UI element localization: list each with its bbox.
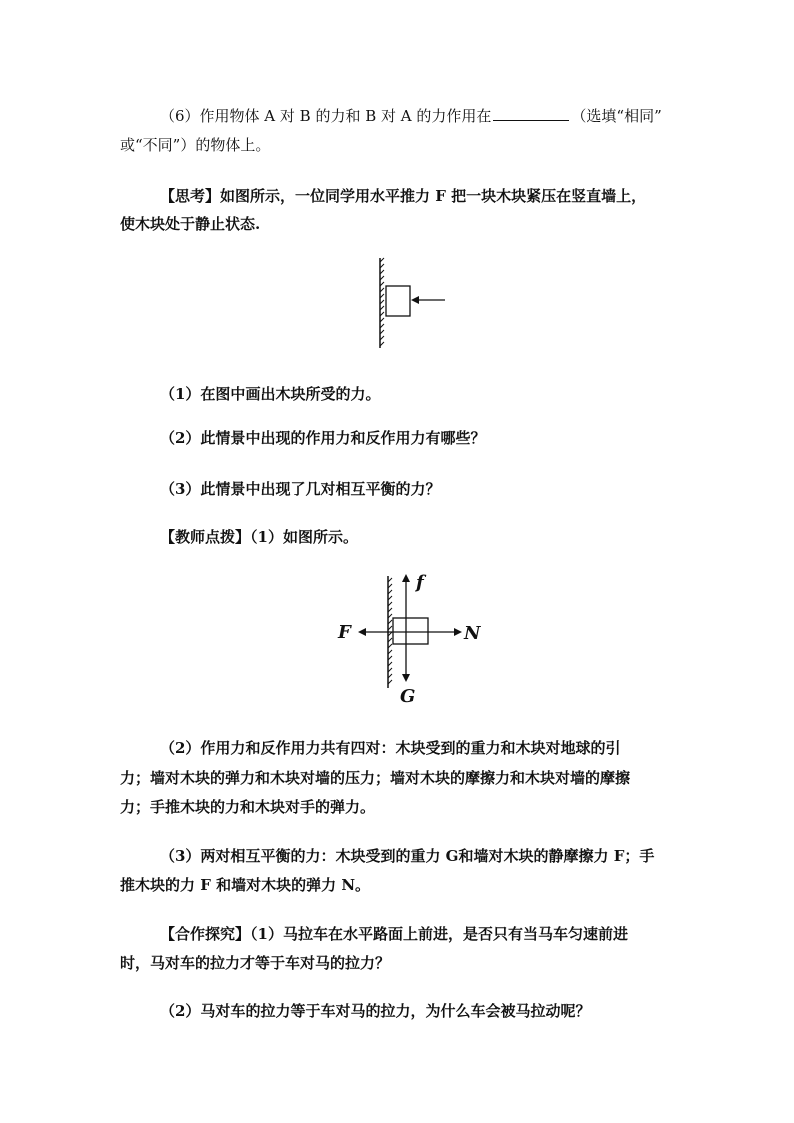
teacher-line1: 【教师点拨】（1）如图所示。 — [160, 528, 358, 546]
coop-line1: 【合作探究】（1）马拉车在水平路面上前进，是否只有当马车匀速前进 — [160, 925, 628, 943]
force-diagram-figure — [330, 566, 490, 706]
answer-2-line2: 力；墙对木块的弹力和木块对墙的压力；墙对木块的摩擦力和木块对墙的摩擦 — [120, 769, 631, 787]
wood-block — [386, 286, 410, 316]
wall-hatching — [380, 258, 384, 348]
think-line2: 使木块处于静止状态. — [120, 215, 261, 233]
think-question-3: （3）此情景中出现了几对相互平衡的力？ — [160, 480, 441, 498]
answer-3-line2: 推木块的力 F 和墙对木块的弹力 N。 — [120, 876, 371, 894]
coop-line2: 时，马对车的拉力才等于车对马的拉力？ — [120, 954, 391, 972]
answer-3-line1: （3）两对相互平衡的力：木块受到的重力 G和墙对木块的静摩擦力 F；手 — [160, 847, 655, 865]
normal-force-arrow — [406, 628, 462, 636]
think-question-2: （2）此情景中出现的作用力和反作用力有哪些？ — [160, 429, 486, 447]
answer-2-line3: 力；手推木块的力和木块对手的弹力。 — [120, 798, 376, 816]
coop-question-2: （2）马对车的拉力等于车对马的拉力，为什么车会被马拉动呢？ — [160, 1002, 591, 1020]
label-N: N — [464, 623, 481, 644]
think-line1: 【思考】如图所示，一位同学用水平推力 F 把一块木块紧压在竖直墙上， — [160, 187, 647, 205]
wall-block-figure — [370, 256, 460, 352]
question-6-line1 — [0, 106, 794, 126]
answer-2-line1: （2）作用力和反作用力共有四对：木块受到的重力和木块对地球的引 — [160, 739, 621, 757]
label-f: f — [416, 572, 424, 593]
question-6-text-before: （6）作用物体 A 对 B 的力和 B 对 A 的力作用在 — [160, 107, 492, 125]
question-6-line2: 或“不同”）的物体上。 — [120, 136, 271, 154]
wood-block — [393, 618, 428, 644]
push-force-arrow — [358, 628, 406, 636]
fill-blank[interactable] — [493, 106, 569, 121]
push-force-arrow — [411, 296, 445, 304]
question-6-text-after: （选填“相同” — [571, 107, 662, 125]
think-question-1: （1）在图中画出木块所受的力。 — [160, 385, 381, 403]
gravity-arrow — [402, 632, 410, 682]
label-G: G — [400, 686, 416, 706]
label-F: F — [338, 622, 351, 643]
friction-arrow — [402, 574, 410, 632]
